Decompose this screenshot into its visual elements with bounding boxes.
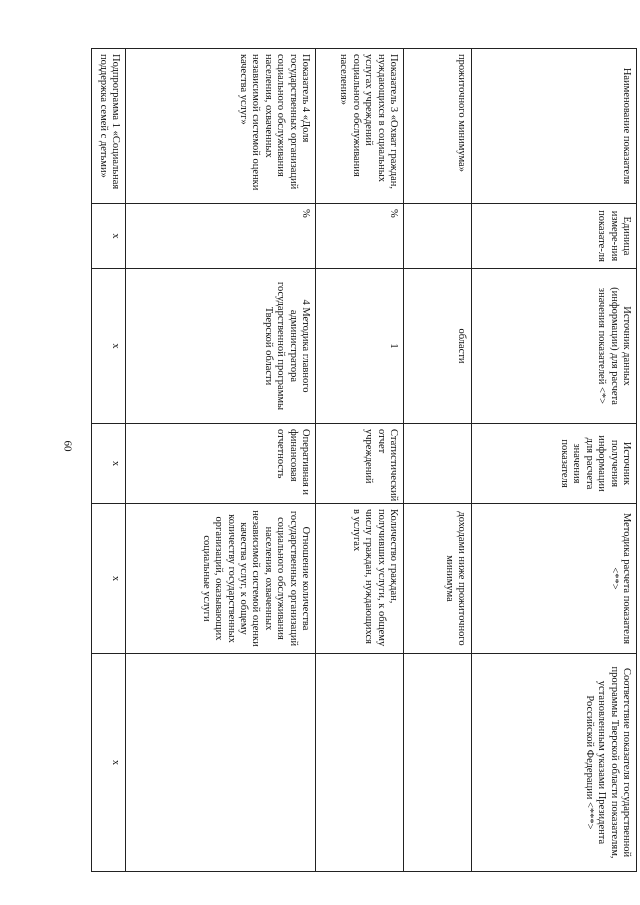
cell-info-source: Оперативная и финансовая отчетность [126,424,316,504]
cell-data-source: х [92,269,126,424]
table-header-row [472,49,637,872]
cell-info-source [404,424,472,504]
cell-method: Отношение количества государственных организаций социального обслуживания населения, охваченных независимой системой оценки качества услуг, к общему количеству государственных организаций, оказывающих социальные услуги [126,504,316,654]
cell-correspondence [404,654,472,872]
cell-unit [404,204,472,269]
table-row [126,49,316,872]
cell-data-source: 1 [316,269,404,424]
header-method: Методика расчета показателя <**> [472,504,637,654]
cell-data-source: 4 Методика главного администратора государственной программы Тверской области [126,269,316,424]
header-correspondence: Соответствие показателя государственной программы Тверской области показателям, установленным указами Президента Российской Федерации <***> [472,654,637,872]
cell-correspondence [316,654,404,872]
table-row [92,49,126,872]
cell-method: х [92,504,126,654]
cell-info-source: Статистический отчет учреждений [316,424,404,504]
header-unit: Единица измере-ния показате-ля [472,204,637,269]
cell-correspondence: х [92,654,126,872]
cell-name: Подпрограмма 1 «Социальная поддержка семей с детьми» [92,49,126,204]
cell-name: Показатель 4 «Доля государственных организаций социального обслуживания населения, охваченных независимой системой оценки качества услуг» [126,49,316,204]
cell-unit: % [126,204,316,269]
table-row [404,49,472,872]
table-inner [92,48,637,871]
cell-name: Показатель 3 «Охват граждан, нуждающихся в социальных услугах учреждений социального обслуживания населения» [316,49,404,204]
header-info-source: Источник получения информации для расчета значения показателя [472,424,637,504]
page-number: 60 [61,440,74,452]
cell-correspondence [126,654,316,872]
cell-unit: % [316,204,404,269]
rotated-table-container [92,48,637,871]
header-indicator-name: Наименование показателя [472,49,637,204]
table-row [316,49,404,872]
cell-method: доходами ниже прожиточного минимума [404,504,472,654]
cell-info-source: х [92,424,126,504]
cell-data-source: области [404,269,472,424]
cell-method: Количество граждан, получивших услуги, к общему числу граждан, нуждающихся в услугах [316,504,404,654]
header-data-source: Источник данных (информации) для расчета значения показателей <*> [472,269,637,424]
indicators-table [91,48,637,872]
cell-name: прожиточного минимума» [404,49,472,204]
cell-unit: х [92,204,126,269]
